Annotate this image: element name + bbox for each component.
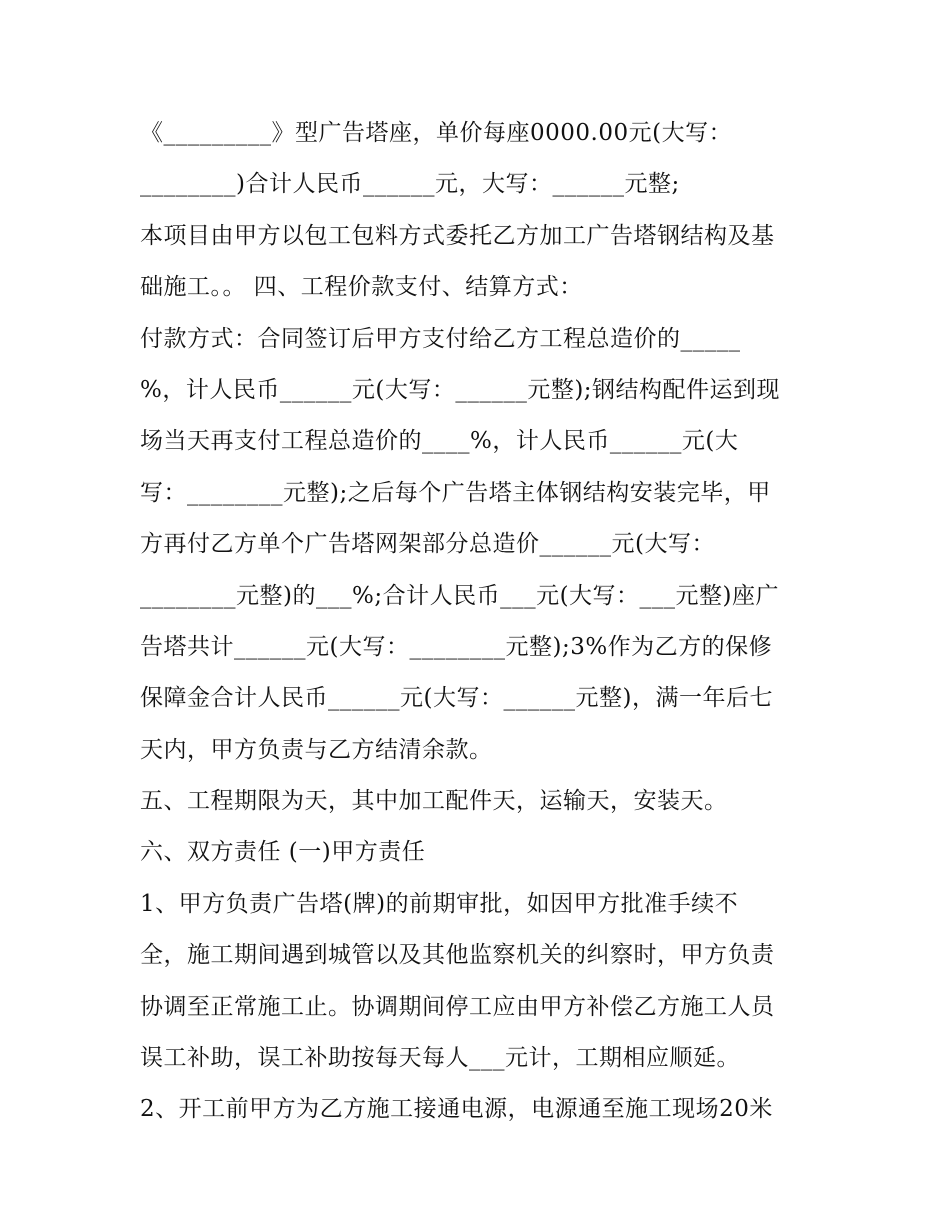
text-line: 保障金合计人民币______元(大写：______元整)，满一年后七 (140, 685, 773, 712)
text-line: 方再付乙方单个广告塔网架部分总造价______元(大写： (140, 531, 715, 558)
section-heading-five: 五、工程期限为天，其中加工配件天，运输天，安装天。 (140, 788, 728, 815)
text-line: 本项目由甲方以包工包料方式委托乙方加工广告塔钢结构及基 (140, 222, 775, 249)
text-line: 1、甲方负责广告塔(牌)的前期审批，如因甲方批准手续不 (140, 890, 739, 917)
text-line: 付款方式：合同签订后甲方支付给乙方工程总造价的_____ (140, 325, 741, 352)
text-line: 天内，甲方负责与乙方结清余款。 (140, 736, 493, 763)
text-line: 写：________元整);之后每个广告塔主体钢结构安装完毕，甲 (140, 479, 771, 506)
text-line: 误工补助，误工补助按每天每人___元计，工期相应顺延。 (140, 1045, 740, 1072)
text-line: 协调至正常施工止。协调期间停工应由甲方补偿乙方施工人员 (140, 993, 775, 1020)
text-line: %，计人民币______元(大写：______元整);钢结构配件运到现 (140, 376, 781, 403)
contract-body (140, 108, 820, 1136)
text-line: 《_________》型广告塔座，单价每座0000.00元(大写： (140, 120, 733, 146)
text-line: 础施工。。 四、工程价款支付、结算方式： (140, 274, 583, 301)
text-line: 场当天再支付工程总造价的____%，计人民币______元(大 (140, 428, 739, 455)
text-line: 全，施工期间遇到城管以及其他监察机关的纠察时，甲方负责 (140, 942, 775, 969)
text-line: ________)合计人民币______元，大写：______元整; (140, 171, 680, 198)
text-line: ________元整)的___%;合计人民币___元(大写：___元整)座广 (140, 582, 780, 609)
text-line: 告塔共计______元(大写：________元整);3%作为乙方的保修 (140, 633, 773, 660)
text-line: 2、开工前甲方为乙方施工接通电源，电源通至施工现场20米 (140, 1096, 773, 1123)
section-heading-six: 六、双方责任 (一)甲方责任 (140, 839, 426, 866)
